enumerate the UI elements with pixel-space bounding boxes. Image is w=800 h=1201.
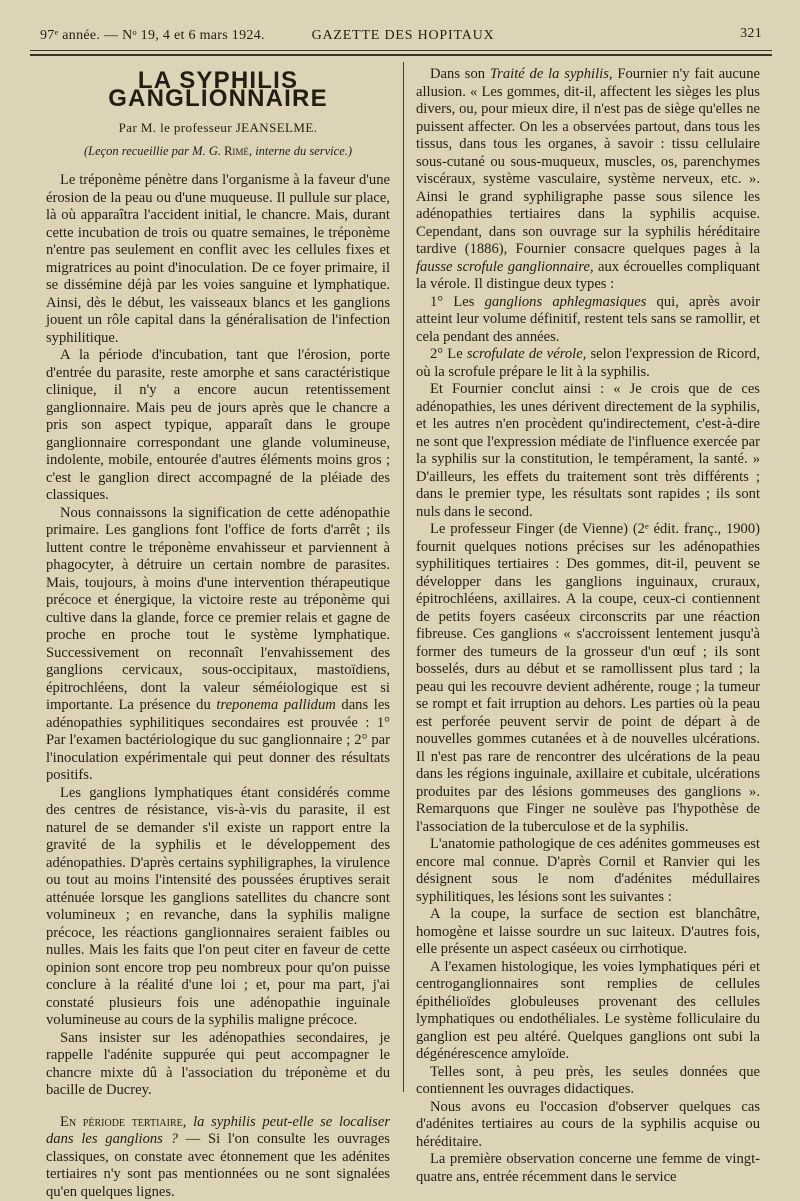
article-author: Par M. le professeur JEANSELME. — [46, 119, 390, 137]
paragraph: A la coupe, la surface de section est blanchâtre, homogène et laisse sourdre un suc laiteux. D'autres fois, elle présente un aspect caséeux ou cirrhotique. — [416, 906, 760, 959]
paragraph: Le tréponème pénètre dans l'organisme à la faveur d'une érosion de la peau ou d'une muqueuse. Il pullule sur place, là où apparaîtra l'accident initial, le chancre. Mais, durant cette incubation de trois ou quatre semaines, le tréponème n'entre pas seulement en conflit avec les cellules fixes et migratrices au point d'inoculation. De ce foyer primaire, il se dissémine déjà par les voies sanguine et lymphatique. Ainsi, dès le début, les vaisseaux blancs et les ganglions jouent un rôle capital dans la généralisation de l'infection syphilitique. — [46, 172, 390, 347]
paragraph: 1° Les ganglions aphlegmasiques qui, après avoir atteint leur volume définitif, restent tels sans se ramollir, et cela pendant des années. — [416, 294, 760, 347]
issue-info: 97ᵉ année. — Nᵒ 19, 4 et 6 mars 1924. — [40, 28, 265, 44]
right-column — [416, 66, 760, 1186]
paragraph: Telles sont, à peu près, les seules données que contiennent les ouvrages didactiques. — [416, 1064, 760, 1099]
paragraph: L'anatomie pathologique de ces adénites gommeuses est encore mal connue. D'après Cornil et Ranvier qui les désignent sous le nom d'adénites médullaires syphilitiques, les lésions sont les suivantes : — [416, 836, 760, 906]
journal-title: GAZETTE DES HOPITAUX — [36, 28, 770, 44]
paragraph: Nous connaissons la signification de cette adénopathie primaire. Les ganglions font l'office de forts d'arrêt ; ils luttent contre le tréponème envahisseur et parviennent à phagocyter, à détruire un certain nombre de parasites. Mais, toujours, à moins d'une intervention thérapeutique précoce et énergique, la victoire reste au tréponème qui cultive dans la glande, force ce premier relais et gagne de proche en proche tout le système lymphatique. Successivement on reconnaît l'envahissement des ganglions cervicaux, sous-occipitaux, mastoïdiens, épitrochléens, dont la valeur séméiologique est si importante. La présence du treponema pallidum dans les adénopathies syphilitiques secondaires est prouvée : 1° Par l'examen bactériologique du suc ganglionnaire ; 2° par l'inoculation expérimentale qui peut donner des résultats positifs. — [46, 505, 390, 785]
article-title: LA SYPHILIS GANGLIONNAIRE — [46, 72, 390, 107]
left-column — [46, 66, 390, 1201]
paragraph: Dans son Traité de la syphilis, Fournier n'y fait aucune allusion. « Les gommes, dit-il, affectent les sièges les plus divers, ou, pour mieux dire, il n'est pas de siège qu'elles ne puissent affecter. On les a observées partout, dans tous les tissus, dans tous les organes, à savoir : tissu cellulaire sous-cutané ou sous-muqueux, muscles, os, parenchymes viscéraux, système vasculaire, système nerveux, etc. ». Ainsi le grand syphiligraphe passe sous silence les adénopathies tertiaires dans la syphilis acquise. Cependant, dans son ouvrage sur la syphilis héréditaire tardive (1886), Fournier consacre quelques pages à la fausse scrofule ganglionnaire, aux écrouelles compliquant la vérole. Il distingue deux types : — [416, 66, 760, 294]
header-rule-double — [30, 54, 772, 56]
page-header — [36, 22, 770, 50]
column-divider — [403, 62, 404, 1092]
page-number: 321 — [740, 26, 762, 42]
paragraph: Et Fournier conclut ainsi : « Je crois que de ces adénopathies, les unes dérivent directement de la syphilis, et les autres n'en procèdent qu'indirectement, c'est-à-dire ne sont que l'expression médiate de l'influence exercée par la syphilis sur la constitution, le tempérament, la santé. » D'ailleurs, les effets du traitement sont très différents ; dans le premier type, les résultats sont rapides ; ils sont nuls dans le second. — [416, 381, 760, 521]
section-heading: En période tertiaire, — [60, 1114, 186, 1130]
paragraph: Les ganglions lymphatiques étant considérés comme des centres de résistance, vis-à-vis du parasite, il est naturel de se demander s'il existe un rapport entre la gravité de la syphilis et le développement des adénopathies. D'après certains syphiligraphes, la virulence ou tout au moins l'intensité des poussées éruptives serait atténuée lorsque les ganglions satellites du chancre sont volumineux ; en revanche, dans la syphilis maligne précoce, les réactions ganglionnaires seraient faibles ou nulles. Mais les faits que l'on peut citer en faveur de cette opinion sont encore trop peu nombreux pour qu'on puisse conclure à la réalité d'une loi ; et, pour ma part, j'ai constaté plusieurs fois une adénopathie inguinale volumineuse au cours de la syphilis maligne précoce. — [46, 785, 390, 1030]
paragraph: Nous avons eu l'occasion d'observer quelques cas d'adénites tertiaires au cours de la syphilis acquise ou héréditaire. — [416, 1099, 760, 1152]
paragraph: La première observation concerne une femme de vingt-quatre ans, entrée récemment dans le service — [416, 1151, 760, 1186]
paragraph: 2° Le scrofulate de vérole, selon l'expression de Ricord, où la scrofule prépare le lit à la syphilis. — [416, 346, 760, 381]
paragraph: A l'examen histologique, les voies lymphatiques péri et centroganglionnaires sont remplies de cellules épithélioïdes globuleuses provenant des cellules lymphatiques ou endothéliales. Le système folliculaire du ganglion est peu altéré. Quelques ganglions ont subi la dégénérescence amyloïde. — [416, 959, 760, 1064]
paragraph: Le professeur Finger (de Vienne) (2ᵉ édit. franç., 1900) fournit quelques notions précises sur les adénopathies syphilitiques tertiaires : Des gommes, dit-il, peuvent se développer dans les ganglions inguinaux, cruraux, épitrochléens, axillaires. A la coupe, ceux-ci contiennent de petits foyers caséeux circonscrits par une réaction fibreuse. Ces ganglions « s'accroissent lentement jusqu'à former des tumeurs de la grosseur d'un œuf ; ils sont bosselés, durs au début et se ramollissent plus tard ; la peau qui les recouvre devient adhérente, rouge ; la tumeur se rompt et fait irruption au dehors. Les parties où la peau est perforée peuvent servir de point de départ à de nouvelles gommes cutanées et à de nouvelles ulcérations. Il n'est pas rare de rencontrer des ulcérations de la peau dans les régions inguinale, axillaire et cubitale, ulcérations produites par des lésions gommeuses des ganglions ». Remarquons que Finger ne soulève pas l'hypothèse de l'association de la tuberculose et de la syphilis. — [416, 521, 760, 836]
header-rule — [30, 50, 772, 51]
lecture-credit: (Leçon recueillie par M. G. Rimé, interne du service.) — [46, 143, 390, 161]
credit-name: Rimé — [224, 144, 249, 158]
paragraph: A la période d'incubation, tant que l'érosion, porte d'entrée du parasite, reste amorphe et sans caractéristique clinique, il n'y a encore aucun retentissement ganglionnaire. Mais peu de jours après que le chancre a pris son aspect typique, apparaît dans le groupe ganglionnaire correspondant une glande volumineuse, indolente, mobile, entourée d'autres éléments moins gros ; c'est le ganglion direct accompagné de la pléiade des classiques. — [46, 347, 390, 505]
section-paragraph: En période tertiaire, la syphilis peut-elle se localiser dans les ganglions ? — Si l'on consulte les ouvrages classiques, on constate avec étonnement que les adénites tertiaires n'y sont pas mentionnées ou ne sont signalées qu'en quelques lignes. — [46, 1114, 390, 1201]
paragraph: Sans insister sur les adénopathies secondaires, je rappelle l'adénite suppurée qui peut accompagner le chancre mixte dû à l'association du tréponème et du bacille de Ducrey. — [46, 1030, 390, 1100]
